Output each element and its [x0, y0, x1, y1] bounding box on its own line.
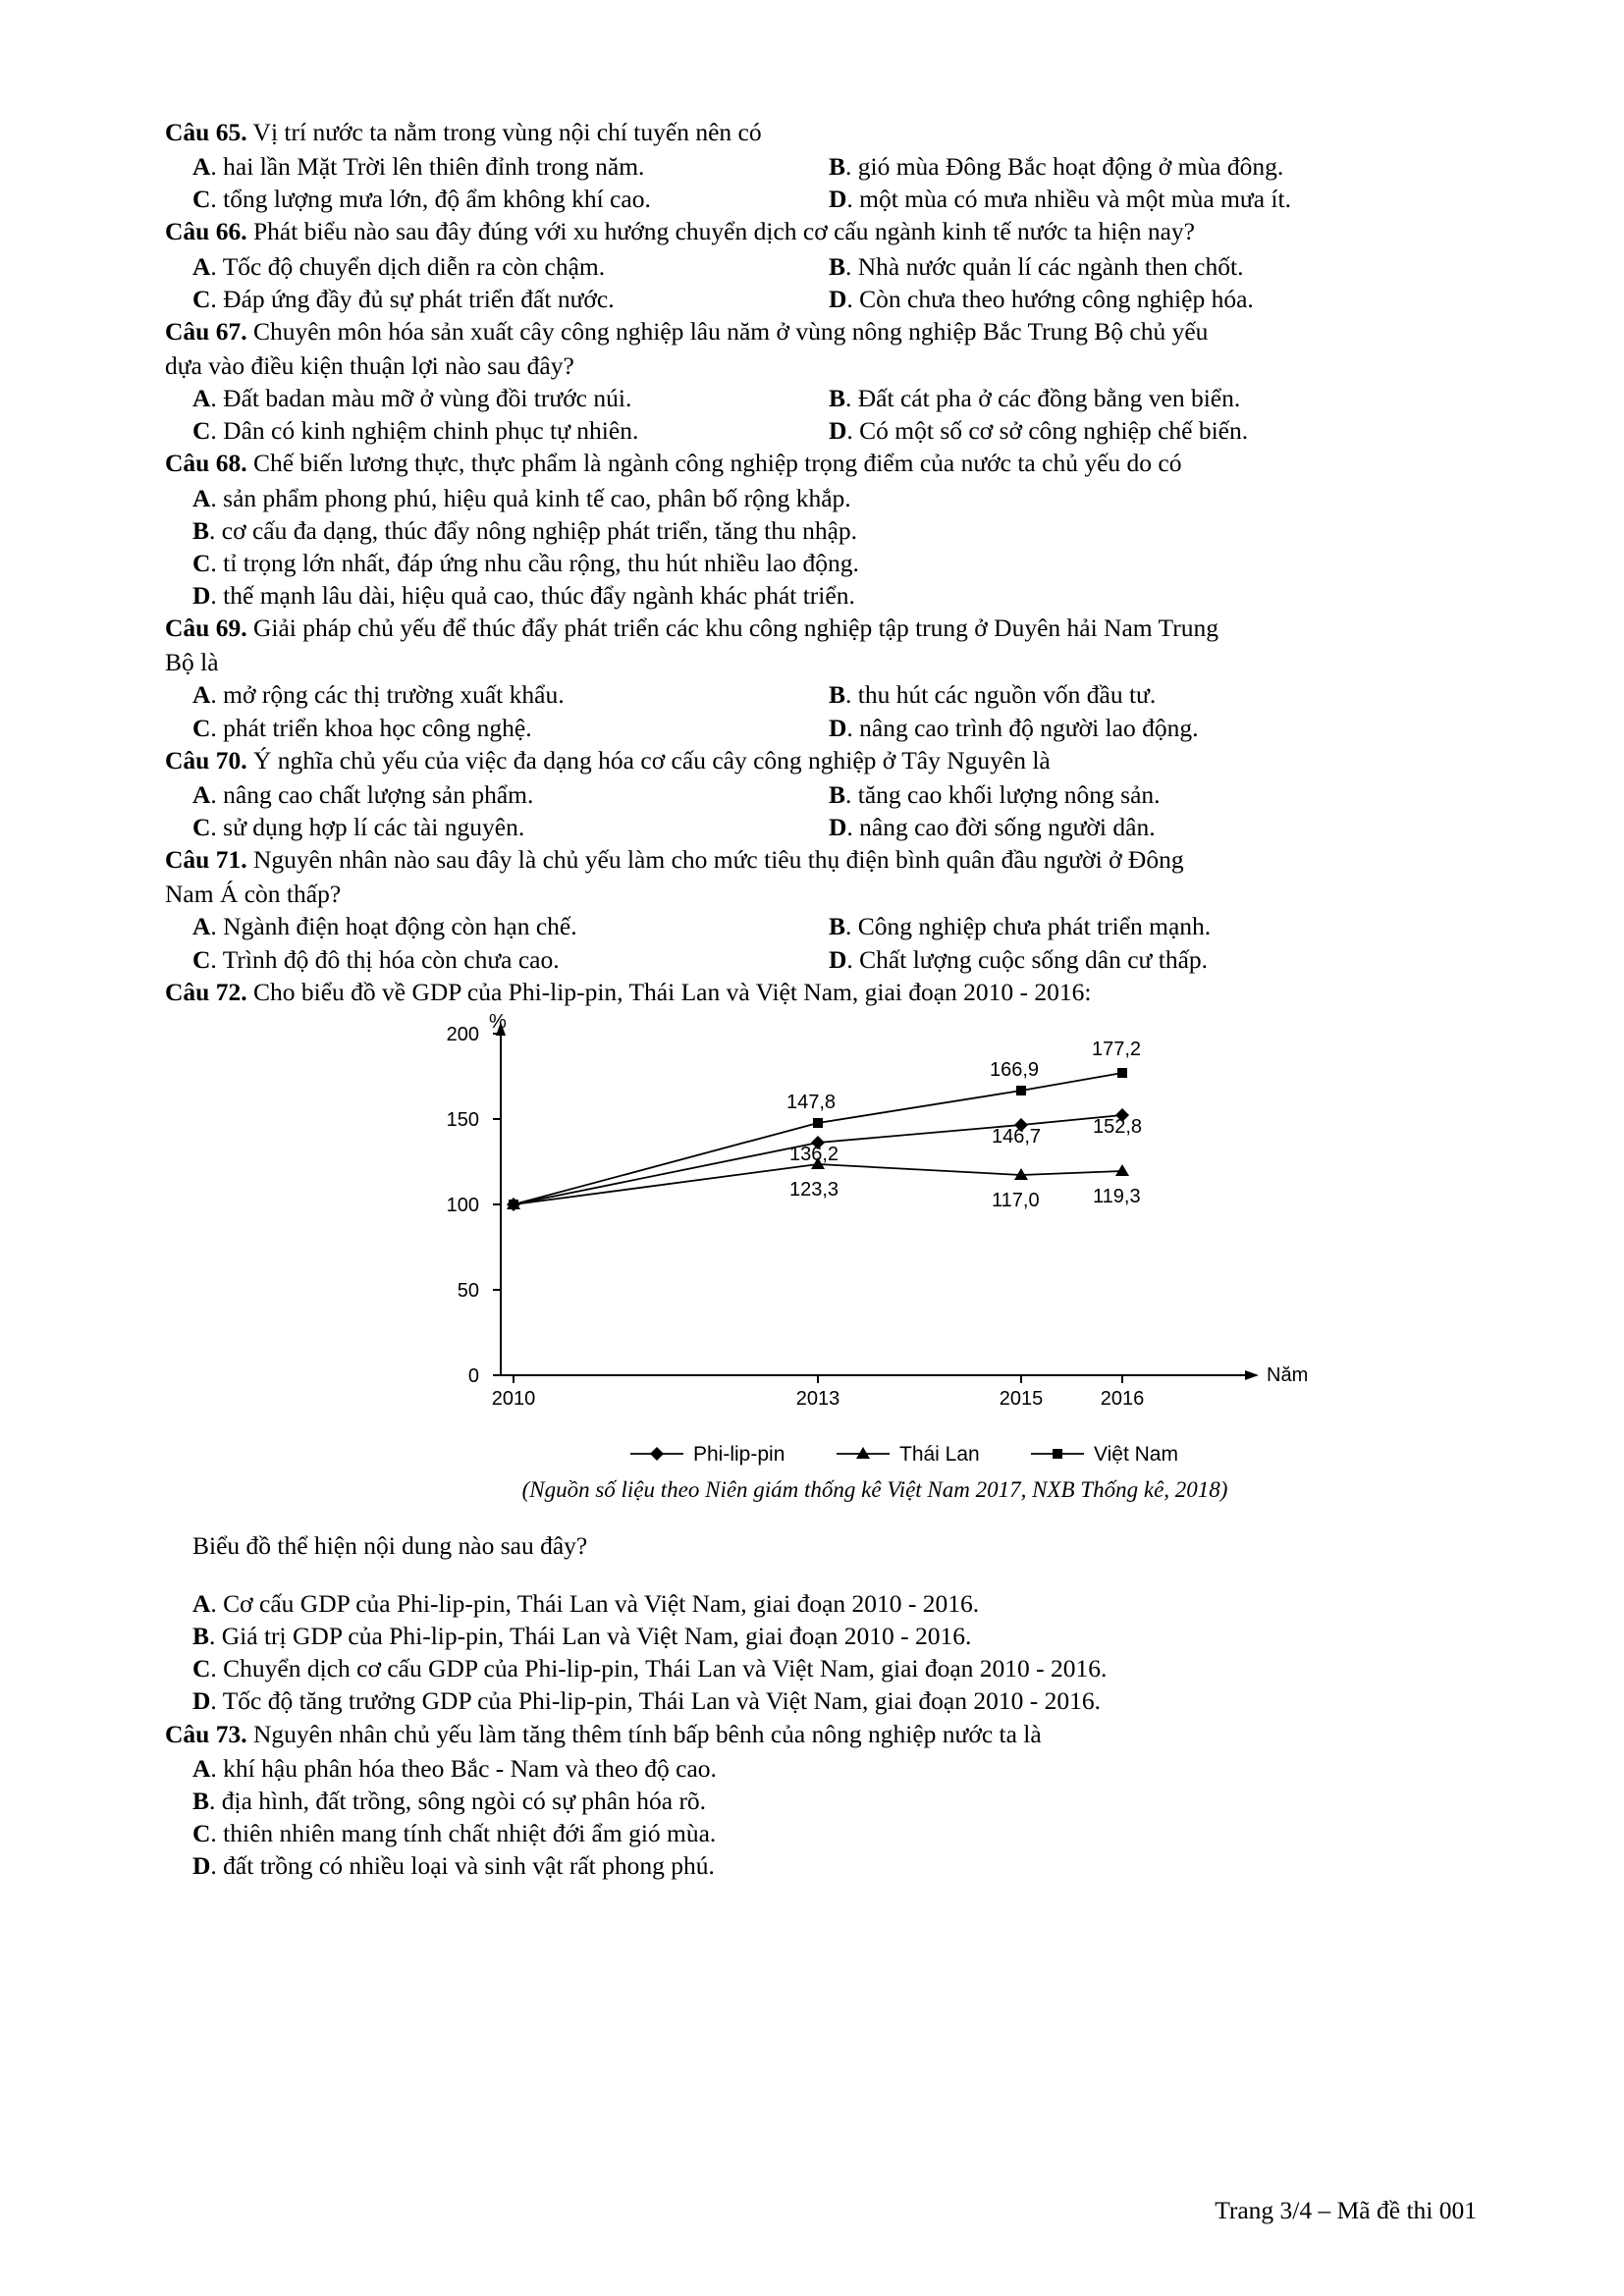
option-73-c[interactable] — [165, 1817, 1477, 1849]
label-vn-2016: 177,2 — [1092, 1038, 1142, 1060]
question-69-label: Câu 69. — [165, 614, 247, 643]
option-68-d[interactable] — [165, 579, 1477, 612]
option-letter: C — [192, 185, 211, 214]
option-65-b[interactable] — [821, 150, 1477, 183]
option-letter: A — [192, 680, 211, 710]
question-69-stem — [165, 612, 1477, 644]
option-text: . tổng lượng mưa lớn, độ ẩm không khí cao. — [210, 185, 651, 214]
option-66-b[interactable] — [821, 250, 1477, 283]
option-70-d[interactable] — [821, 811, 1477, 843]
option-text: . đất trồng có nhiều loại và sinh vật rất phong phú. — [210, 1851, 715, 1881]
option-text: . Còn chưa theo hướng công nghiệp hóa. — [846, 284, 1254, 313]
svg-text:0: 0 — [467, 1364, 479, 1387]
option-letter: C — [192, 944, 211, 974]
option-letter: A — [192, 384, 211, 413]
question-65-text: Vị trí nước ta nằm trong vùng nội chí tuyến nên có — [252, 118, 762, 146]
label-th-2013: 123,3 — [789, 1178, 839, 1201]
option-text: . Nhà nước quản lí các ngành then chốt. — [845, 251, 1244, 281]
option-letter: A — [192, 483, 211, 512]
option-letter: A — [192, 1588, 211, 1618]
option-letter: D — [192, 580, 211, 610]
option-letter: D — [829, 944, 847, 974]
option-letter: C — [192, 284, 211, 313]
chart-plot-area — [383, 1014, 1375, 1436]
option-text: . Tốc độ tăng trưởng GDP của Phi-lip-pin, Thái Lan và Việt Nam, giai đoạn 2010 - 2016. — [210, 1686, 1101, 1716]
question-65 — [165, 116, 1477, 215]
option-73-d[interactable] — [165, 1849, 1477, 1882]
label-ph-2016: 152,8 — [1093, 1115, 1143, 1138]
question-72 — [165, 976, 1477, 1718]
option-text: . Công nghiệp chưa phát triển mạnh. — [845, 912, 1212, 941]
question-70-label: Câu 70. — [165, 745, 247, 774]
question-66-text: Phát biểu nào sau đây đúng với xu hướng chuyển dịch cơ cấu ngành kinh tế nước ta hiện nay? — [252, 217, 1195, 246]
question-68-label: Câu 68. — [165, 449, 247, 478]
option-letter: B — [829, 912, 846, 941]
svg-text:2016: 2016 — [1100, 1387, 1145, 1410]
question-70-options-row-2 — [165, 811, 1477, 843]
option-text: . Đất badan màu mỡ ở vùng đồi trước núi. — [210, 384, 632, 413]
question-72-stem — [165, 976, 1477, 1008]
option-69-b[interactable] — [821, 678, 1477, 711]
option-letter: B — [192, 1622, 210, 1651]
question-73-stem — [165, 1718, 1477, 1750]
option-66-a[interactable] — [165, 250, 821, 283]
question-67 — [165, 315, 1477, 448]
question-69-options-row-1 — [165, 678, 1477, 711]
question-71-options-row-1 — [165, 910, 1477, 942]
option-letter: B — [192, 515, 210, 545]
option-text: . Có một số cơ sở công nghiệp chế biến. — [846, 416, 1249, 446]
question-69-stem-line2: Bộ là — [165, 648, 219, 677]
question-68-stem — [165, 447, 1477, 479]
option-68-c[interactable] — [165, 547, 1477, 579]
option-65-a[interactable] — [165, 150, 821, 183]
option-text: . mở rộng các thị trường xuất khẩu. — [210, 680, 565, 710]
option-72-a[interactable] — [165, 1587, 1477, 1620]
svg-text:100: 100 — [446, 1194, 479, 1216]
option-68-b[interactable] — [165, 514, 1477, 547]
question-67-options-row-2 — [165, 414, 1477, 447]
option-text: . tăng cao khối lượng nông sản. — [845, 779, 1161, 809]
option-letter: A — [192, 912, 211, 941]
svg-text:150: 150 — [446, 1108, 479, 1131]
option-text: . sử dụng hợp lí các tài nguyên. — [210, 812, 525, 841]
option-text: . nâng cao chất lượng sản phẩm. — [210, 779, 534, 809]
option-letter: B — [829, 251, 846, 281]
legend-label-vietnam: Việt Nam — [1094, 1442, 1178, 1466]
option-67-b[interactable] — [821, 382, 1477, 414]
option-letter: D — [192, 1851, 211, 1881]
question-65-options-row-2 — [165, 183, 1477, 215]
question-70-stem — [165, 744, 1477, 776]
option-text: . gió mùa Đông Bắc hoạt động ở mùa đông. — [845, 152, 1284, 182]
page-footer: Trang 3/4 – Mã đề thi 001 — [1215, 2196, 1477, 2224]
chart-legend — [383, 1436, 1375, 1475]
option-72-b[interactable] — [165, 1620, 1477, 1652]
legend-label-thailand: Thái Lan — [899, 1442, 980, 1466]
svg-text:2010: 2010 — [491, 1387, 536, 1410]
question-72-label: Câu 72. — [165, 977, 247, 1006]
label-th-2016: 119,3 — [1093, 1185, 1141, 1207]
question-65-options-row-1 — [165, 150, 1477, 183]
option-65-c[interactable] — [165, 183, 821, 215]
option-text: . nâng cao đời sống người dân. — [846, 812, 1156, 841]
option-text: . một mùa có mưa nhiều và một mùa mưa ít. — [846, 185, 1291, 214]
question-72-subquestion: Biểu đồ thể hiện nội dung nào sau đây? — [192, 1531, 588, 1561]
option-letter: D — [829, 185, 847, 214]
question-71-label: Câu 71. — [165, 845, 247, 875]
question-68 — [165, 447, 1477, 612]
option-71-c[interactable] — [165, 943, 821, 976]
option-72-c[interactable] — [165, 1652, 1477, 1684]
option-70-a[interactable] — [165, 778, 821, 811]
question-65-label: Câu 65. — [165, 118, 247, 146]
option-text: . phát triển khoa học công nghệ. — [210, 713, 532, 742]
option-text: . Ngành điện hoạt động còn hạn chế. — [210, 912, 577, 941]
option-letter: B — [192, 1786, 210, 1815]
question-67-label: Câu 67. — [165, 316, 247, 346]
option-letter: B — [829, 779, 846, 809]
option-text: . hai lần Mặt Trời lên thiên đỉnh trong năm. — [210, 152, 645, 182]
svg-text:Năm: Năm — [1267, 1363, 1309, 1386]
option-letter: C — [192, 416, 211, 446]
question-68-text: Chế biến lương thực, thực phẩm là ngành công nghiệp trọng điểm của nước ta chủ yếu do có — [252, 449, 1182, 478]
question-67-text: Chuyên môn hóa sản xuất cây công nghiệp lâu năm ở vùng nông nghiệp Bắc Trung Bộ chủ yếu — [252, 316, 1209, 346]
option-73-b[interactable] — [165, 1785, 1477, 1817]
option-text: . khí hậu phân hóa theo Bắc - Nam và theo độ cao. — [210, 1753, 717, 1783]
question-70-text: Ý nghĩa chủ yếu của việc đa dạng hóa cơ cấu cây công nghiệp ở Tây Nguyên là — [252, 745, 1051, 774]
option-text: . Đất cát pha ở các đồng bằng ven biển. — [845, 384, 1241, 413]
option-letter: A — [192, 251, 211, 281]
option-text: . Trình độ đô thị hóa còn chưa cao. — [210, 944, 560, 974]
question-67-options-row-1 — [165, 382, 1477, 414]
option-67-d[interactable] — [821, 414, 1477, 447]
option-letter: C — [192, 1818, 211, 1847]
legend-label-philippines: Phi-lip-pin — [693, 1442, 785, 1466]
question-66 — [165, 215, 1477, 314]
label-vn-2015: 166,9 — [990, 1058, 1040, 1081]
option-69-c[interactable] — [165, 712, 821, 744]
label-ph-2015: 146,7 — [992, 1125, 1042, 1148]
question-70 — [165, 744, 1477, 843]
label-vn-2013: 147,8 — [786, 1091, 837, 1113]
svg-text:50: 50 — [457, 1279, 479, 1302]
option-text: . thiên nhiên mang tính chất nhiệt đới ẩm gió mùa. — [210, 1818, 717, 1847]
chart-source: (Nguồn số liệu theo Niên giám thống kê Việt Nam 2017, NXB Thống kê, 2018) — [521, 1476, 1228, 1502]
question-70-options-row-1 — [165, 778, 1477, 811]
chart-svg — [383, 1014, 1375, 1436]
option-66-d[interactable] — [821, 283, 1477, 315]
option-letter: C — [192, 713, 211, 742]
question-71-text: Nguyên nhân nào sau đây là chủ yếu làm cho mức tiêu thụ điện bình quân đầu người ở Đông — [252, 845, 1184, 875]
option-67-a[interactable] — [165, 382, 821, 414]
option-letter: D — [829, 416, 847, 446]
option-letter: D — [829, 812, 847, 841]
option-70-b[interactable] — [821, 778, 1477, 811]
option-text: . thế mạnh lâu dài, hiệu quả cao, thúc đẩy ngành khác phát triển. — [210, 580, 855, 610]
question-66-label: Câu 66. — [165, 217, 247, 246]
option-70-c[interactable] — [165, 811, 821, 843]
option-72-d[interactable] — [165, 1684, 1477, 1717]
question-69 — [165, 612, 1477, 744]
label-ph-2013: 136,2 — [789, 1143, 839, 1165]
option-text: . thu hút các nguồn vốn đầu tư. — [845, 680, 1157, 710]
option-69-a[interactable] — [165, 678, 821, 711]
option-text: . nâng cao trình độ người lao động. — [846, 713, 1199, 742]
option-letter: B — [829, 152, 846, 182]
option-text: . Chất lượng cuộc sống dân cư thấp. — [846, 944, 1209, 974]
option-66-c[interactable] — [165, 283, 821, 315]
option-letter: A — [192, 152, 211, 182]
svg-text:200: 200 — [446, 1023, 479, 1045]
option-letter: A — [192, 1753, 211, 1783]
gdp-line-chart — [165, 1014, 1477, 1505]
option-67-c[interactable] — [165, 414, 821, 447]
question-71-options-row-2 — [165, 943, 1477, 976]
question-73-text: Nguyên nhân chủ yếu làm tăng thêm tính bấp bênh của nông nghiệp nước ta là — [252, 1719, 1042, 1748]
option-text: . Chuyển dịch cơ cấu GDP của Phi-lip-pin, Thái Lan và Việt Nam, giai đoạn 2010 - 2016. — [210, 1654, 1108, 1683]
option-text: . Cơ cấu GDP của Phi-lip-pin, Thái Lan và Việt Nam, giai đoạn 2010 - 2016. — [210, 1588, 980, 1618]
option-text: . Đáp ứng đầy đủ sự phát triển đất nước. — [210, 284, 615, 313]
option-text: . Giá trị GDP của Phi-lip-pin, Thái Lan và Việt Nam, giai đoạn 2010 - 2016. — [209, 1622, 972, 1651]
svg-text:2013: 2013 — [795, 1387, 840, 1410]
option-65-d[interactable] — [821, 183, 1477, 215]
option-text: . Dân có kinh nghiệm chinh phục tự nhiên. — [210, 416, 639, 446]
option-68-a[interactable] — [165, 482, 1477, 514]
question-69-text: Giải pháp chủ yếu để thúc đẩy phát triển các khu công nghiệp tập trung ở Duyên hải Nam Trung — [252, 614, 1218, 643]
question-71-stem — [165, 843, 1477, 876]
option-text: . sản phẩm phong phú, hiệu quả kinh tế cao, phân bố rộng khắp. — [210, 483, 851, 512]
option-letter: D — [192, 1686, 211, 1716]
option-letter: D — [829, 713, 847, 742]
option-text: . tỉ trọng lớn nhất, đáp ứng nhu cầu rộng, thu hút nhiều lao động. — [210, 548, 859, 577]
question-73 — [165, 1718, 1477, 1883]
question-69-options-row-2 — [165, 712, 1477, 744]
option-letter: A — [192, 779, 211, 809]
option-text: . Tốc độ chuyển dịch diễn ra còn chậm. — [210, 251, 606, 281]
question-66-stem — [165, 215, 1477, 247]
option-text: . địa hình, đất trồng, sông ngòi có sự phân hóa rõ. — [209, 1786, 707, 1815]
option-71-d[interactable] — [821, 943, 1477, 976]
svg-text:%: % — [489, 1013, 507, 1033]
question-67-stem — [165, 315, 1477, 347]
option-letter: B — [829, 384, 846, 413]
label-th-2015: 117,0 — [992, 1189, 1040, 1211]
question-71 — [165, 843, 1477, 976]
option-71-a[interactable] — [165, 910, 821, 942]
question-73-label: Câu 73. — [165, 1719, 247, 1748]
question-72-text: Cho biểu đồ về GDP của Phi-lip-pin, Thái Lan và Việt Nam, giai đoạn 2010 - 2016: — [252, 977, 1092, 1006]
option-text: . cơ cấu đa dạng, thúc đẩy nông nghiệp phát triển, tăng thu nhập. — [209, 515, 858, 545]
question-66-options-row-2 — [165, 283, 1477, 315]
svg-text:2015: 2015 — [999, 1387, 1044, 1410]
option-letter: C — [192, 1654, 211, 1683]
question-66-options-row-1 — [165, 250, 1477, 283]
option-71-b[interactable] — [821, 910, 1477, 942]
option-69-d[interactable] — [821, 712, 1477, 744]
option-letter: C — [192, 812, 211, 841]
question-67-stem-line2: dựa vào điều kiện thuận lợi nào sau đây? — [165, 350, 574, 380]
option-73-a[interactable] — [165, 1752, 1477, 1785]
option-letter: D — [829, 284, 847, 313]
option-letter: C — [192, 548, 211, 577]
option-letter: B — [829, 680, 846, 710]
question-71-stem-line2: Nam Á còn thấp? — [165, 880, 342, 909]
question-65-stem — [165, 116, 1477, 148]
